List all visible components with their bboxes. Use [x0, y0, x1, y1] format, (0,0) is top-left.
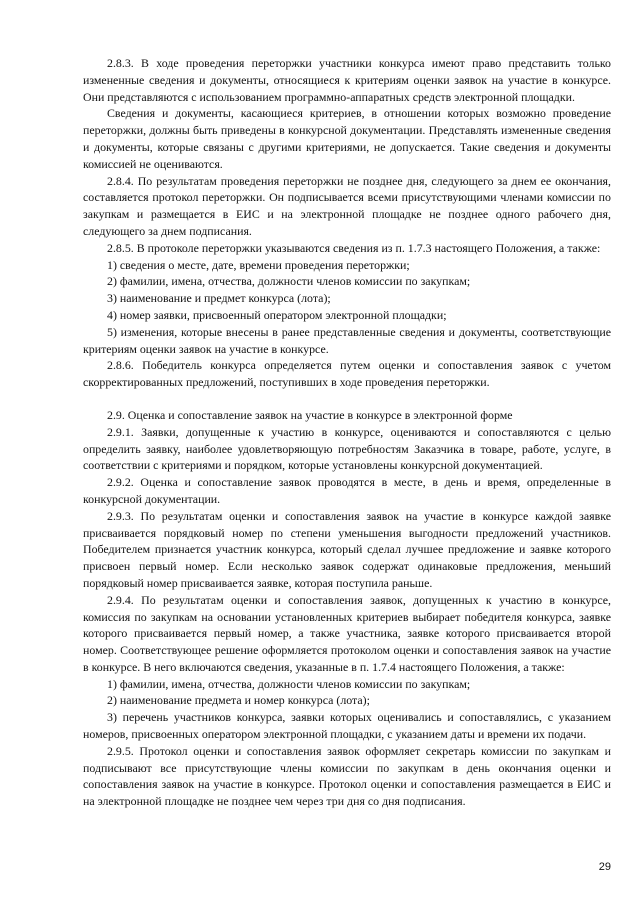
section-heading-2-9: 2.9. Оценка и сопоставление заявок на участие в конкурсе в электронной форме — [107, 407, 513, 422]
paragraph-2-8-3: 2.8.3. В ходе проведения переторжки участники конкурса имеют право представить только измененные сведения и документы, относящиеся к критериям оценки заявок на участие в конкурсе. Они представляются с использованием программно-аппаратных средств электронной площадки. — [83, 56, 611, 104]
list-item: 5) изменения, которые внесены в ранее представленные сведения и документы, соответствующие критериям оценки заявок на участие в конкурсе. — [83, 324, 611, 356]
list-item: 3) перечень участников конкурса, заявки которых оценивались и сопоставлялись, с указанием номеров, присвоенных оператором электронной площадки, с указанием даты и времени их подачи. — [83, 710, 611, 742]
paragraph-2-9-4: 2.9.4. По результатам оценки и сопоставления заявок, допущенных к участию в конкурсе, комиссия по закупкам на основании установленных критериев выбирает победителя конкурса, заявке которого присваивается первый номер, а также участника, заявке которого присваивается второй номер. Соответствующее решение оформляется протоколом оценки и сопоставления заявок на участие в конкурсе. В него включаются сведения, указанные в п. 1.7.4 настоящего Положения, а также: — [83, 592, 611, 674]
list-item: 1) сведения о месте, дате, времени проведения переторжки; — [107, 257, 410, 272]
list-item: 2) фамилии, имена, отчества, должности членов комиссии по закупкам; — [107, 274, 471, 289]
document-body — [83, 55, 611, 810]
paragraph-2-9-5: 2.9.5. Протокол оценки и сопоставления заявок оформляет секретарь комиссии по закупкам и подписывают все присутствующие члены комиссии по закупкам в день окончания оценки и сопоставления заявок на участие в конкурсе. Протокол оценки и сопоставления размещается в ЕИС и на электронной площадке не позднее чем через три дня со дня подписания. — [83, 743, 611, 809]
paragraph-2-9-3: 2.9.3. По результатам оценки и сопоставления заявок на участие в конкурсе каждой заявке присваивается порядковый номер по степени уменьшения выгодности предложений участников. Победителем признается участник конкурса, который сделал лучшее предложение и заявке которого присвоен первый номер. Если несколько заявок содержат одинаковые предложения, меньший порядковый номер присваивается заявке, которая поступила раньше. — [83, 508, 611, 590]
paragraph-2-8-4: 2.8.4. По результатам проведения переторжки не позднее дня, следующего за днем ее окончания, составляется протокол переторжки. Он подписывается всеми присутствующими членами комиссии по закупкам и размещается в ЕИС и на электронной площадке не позднее одного рабочего дня, следующего за днем подписания. — [83, 173, 611, 238]
paragraph-2-8-5: 2.8.5. В протоколе переторжки указываются сведения из п. 1.7.3 настоящего Положения, а также: — [107, 240, 601, 255]
list-item: 2) наименование предмета и номер конкурса (лота); — [107, 693, 370, 708]
list-item: 4) номер заявки, присвоенный оператором электронной площадки; — [107, 307, 447, 322]
paragraph-2-9-2: 2.9.2. Оценка и сопоставление заявок проводятся в месте, в день и время, определенные в конкурсной документации. — [83, 475, 611, 506]
list-item: 1) фамилии, имена, отчества, должности членов комиссии по закупкам; — [107, 676, 471, 691]
paragraph-2-8-6: 2.8.6. Победитель конкурса определяется путем оценки и сопоставления заявок с учетом скорректированных предложений, поступивших в ходе проведения переторжки. — [83, 358, 611, 390]
list-item: 3) наименование и предмет конкурса (лота); — [107, 291, 331, 306]
paragraph-criteria-documents: Сведения и документы, касающиеся критериев, в отношении которых возможно проведение переторжки, должны быть приведены в конкурсной документации. Представлять измененные сведения и документы, которые связаны с другими критериями, не допускается. Такие сведения и документы комиссией не оцениваются. — [83, 106, 611, 171]
paragraph-2-9-1: 2.9.1. Заявки, допущенные к участию в конкурсе, оцениваются и сопоставляются с целью определить заявку, наиболее удовлетворяющую потребностям Заказчика в товаре, работе, услуге, в соответствии с критериями и порядком, которые установлены конкурсной документацией. — [83, 424, 611, 473]
page-number: 29 — [598, 861, 611, 873]
